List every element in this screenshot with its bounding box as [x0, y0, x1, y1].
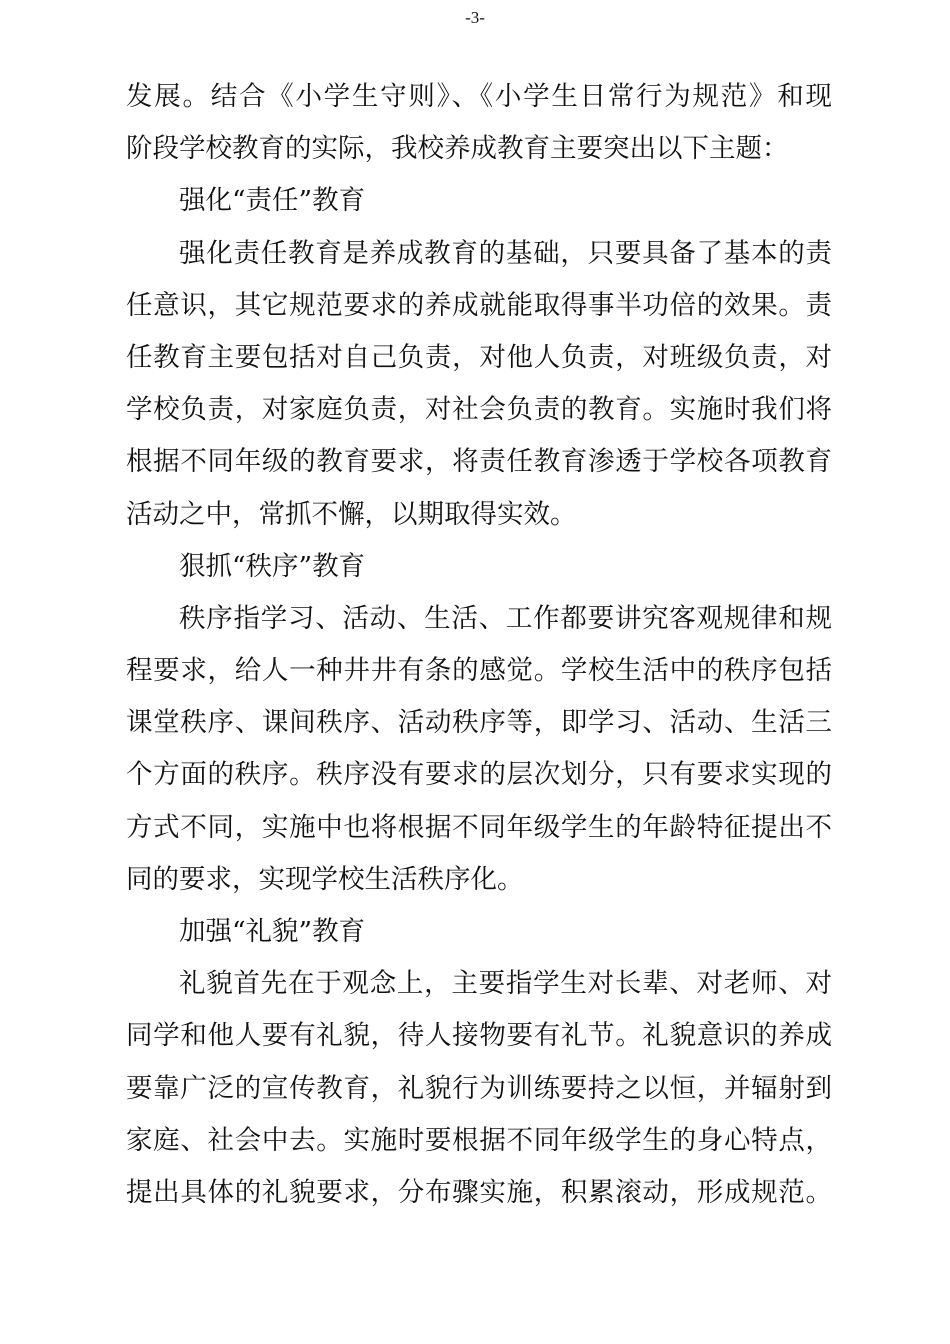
section-heading: 狠抓“秩序”教育 — [179, 550, 366, 582]
document-body — [126, 77, 832, 1225]
text-line: 学校负责，对家庭负责，对社会负责的教育。实施时我们将 — [126, 394, 832, 426]
text-line: 提出具体的礼貌要求，分布骤实施，积累滚动，形成规范。 — [126, 1176, 832, 1208]
text-line: 同的要求，实现学校生活秩序化。 — [126, 863, 524, 895]
page-number: -3- — [465, 8, 485, 27]
text-line: 个方面的秩序。秩序没有要求的层次划分，只有要求实现的 — [126, 759, 832, 791]
text-line: 方式不同，实施中也将根据不同年级学生的年龄特征提出不 — [126, 811, 832, 843]
text-line: 活动之中，常抓不懈，以期取得实效。 — [126, 498, 577, 530]
section-heading: 强化“责任”教育 — [179, 185, 366, 217]
text-line: 任教育主要包括对自己负责，对他人负责，对班级负责，对 — [126, 341, 832, 373]
text-line: 礼貌首先在于观念上，主要指学生对长辈、对老师、对 — [179, 968, 832, 1000]
text-line: 课堂秩序、课间秩序、活动秩序等，即学习、活动、生活三 — [126, 707, 832, 739]
section-heading: 加强“礼貌”教育 — [179, 916, 366, 947]
text-line: 同学和他人要有礼貌，待人接物要有礼节。礼貌意识的养成 — [126, 1020, 832, 1052]
text-line: 发展。结合《小学生守则》、《小学生日常行为规范》和现 — [126, 81, 832, 112]
text-line: 秩序指学习、活动、生活、工作都要讲究客观规律和规 — [179, 602, 832, 634]
text-line: 家庭、社会中去。实施时要根据不同年级学生的身心特点， — [126, 1124, 832, 1156]
text-line: 根据不同年级的教育要求，将责任教育渗透于学校各项教育 — [126, 446, 832, 478]
text-line: 程要求，给人一种井井有条的感觉。学校生活中的秩序包括 — [126, 655, 832, 687]
text-line: 要靠广泛的宣传教育，礼貌行为训练要持之以恒，并辐射到 — [126, 1072, 832, 1104]
text-line: 强化责任教育是养成教育的基础，只要具备了基本的责 — [179, 237, 832, 269]
text-line: 阶段学校教育的实际，我校养成教育主要突出以下主题： — [126, 133, 789, 165]
text-line: 任意识，其它规范要求的养成就能取得事半功倍的效果。责 — [126, 289, 832, 321]
